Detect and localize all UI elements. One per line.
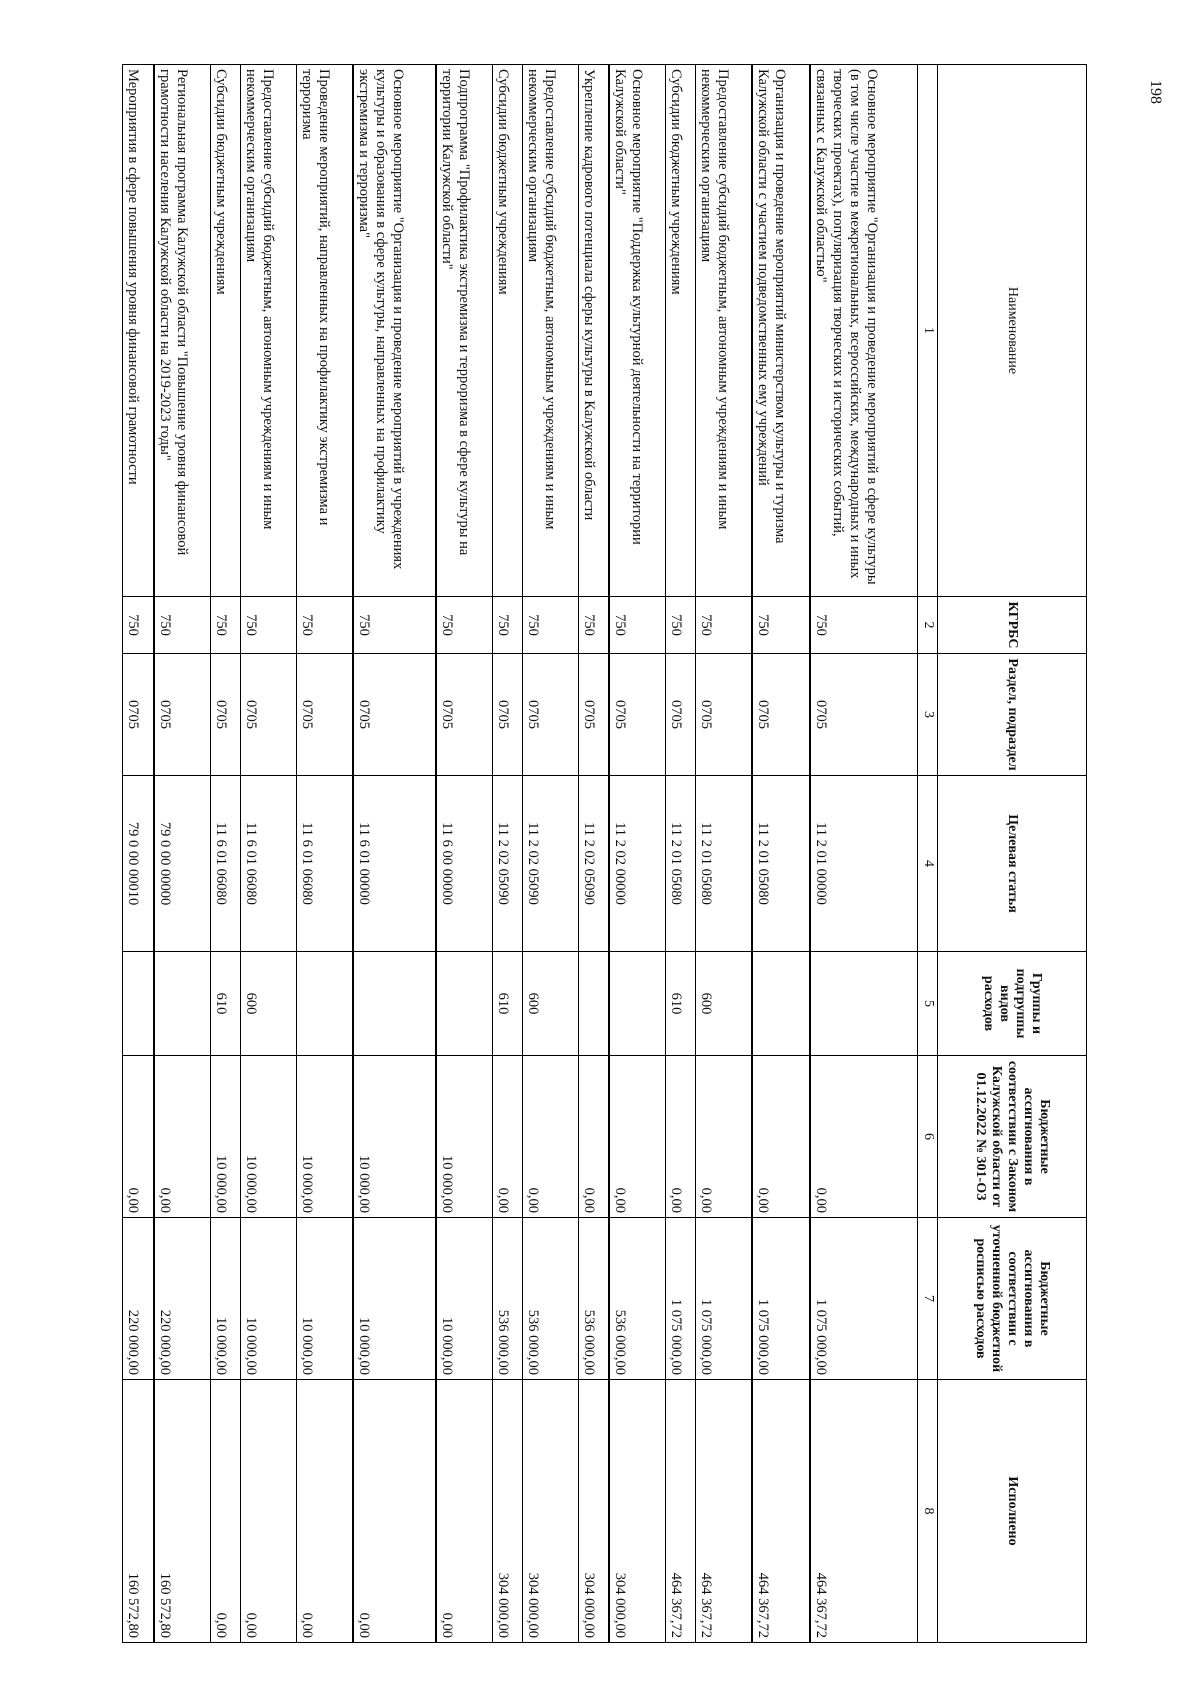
row-name: Основное мероприятие "Организация и проведение мероприятий в сфере культуры (в том числе участие в межрегиональных, всероссийских, международных и иных творческих проектах), популяризация творческих и исторических событий, связанных с Калужской областью" (810, 65, 918, 597)
row-name: Предоставление субсидий бюджетным, автономным учреждениям и иным некоммерческим организациям (522, 65, 578, 597)
table-row (436, 65, 493, 1643)
row-section: 0705 (436, 654, 493, 776)
table-row (752, 65, 809, 1643)
row-budget-refined: 10 000,00 (436, 1218, 493, 1380)
row-group (578, 952, 609, 1056)
row-name: Субсидии бюджетным учреждениям (492, 65, 522, 597)
row-target: 11 2 01 05080 (666, 776, 696, 952)
row-group (296, 952, 353, 1056)
header-name: Наименование (938, 65, 1087, 597)
row-kgrbs: 750 (296, 597, 353, 654)
table-row (609, 65, 666, 1643)
row-executed: 0,00 (436, 1380, 493, 1643)
row-executed: 0,00 (240, 1380, 296, 1643)
column-number: 1 (918, 65, 938, 597)
row-kgrbs: 750 (522, 597, 578, 654)
row-budget-law: 0,00 (123, 1056, 154, 1218)
row-target: 11 6 01 00000 (353, 776, 436, 952)
table-row (696, 65, 753, 1643)
row-budget-law: 10 000,00 (296, 1056, 353, 1218)
row-group: 610 (210, 952, 240, 1056)
row-target: 11 2 02 00000 (609, 776, 666, 952)
table-row (666, 65, 696, 1643)
table-row (578, 65, 609, 1643)
row-group (810, 952, 918, 1056)
row-target: 79 0 00 00000 (154, 776, 211, 952)
row-target: 11 2 02 05090 (578, 776, 609, 952)
row-kgrbs: 750 (436, 597, 493, 654)
table-row (296, 65, 353, 1643)
row-budget-law: 0,00 (578, 1056, 609, 1218)
header-kgrbs: КГРБС (938, 597, 1087, 654)
row-kgrbs: 750 (609, 597, 666, 654)
row-kgrbs: 750 (123, 597, 154, 654)
row-group: 610 (492, 952, 522, 1056)
row-section: 0705 (609, 654, 666, 776)
row-section: 0705 (296, 654, 353, 776)
column-number: 4 (918, 776, 938, 952)
row-name: Проведение мероприятий, направленных на профилактику экстремизма и терроризма (296, 65, 353, 597)
row-target: 11 2 02 05090 (492, 776, 522, 952)
row-budget-law: 10 000,00 (210, 1056, 240, 1218)
row-section: 0705 (752, 654, 809, 776)
table-row (210, 65, 240, 1643)
row-budget-law: 10 000,00 (436, 1056, 493, 1218)
header-section: Раздел, подраздел (938, 654, 1087, 776)
row-target: 11 6 01 06080 (210, 776, 240, 952)
row-kgrbs: 750 (578, 597, 609, 654)
row-section: 0705 (154, 654, 211, 776)
row-executed: 464 367,72 (810, 1380, 918, 1643)
row-budget-refined: 1 075 000,00 (666, 1218, 696, 1380)
column-number: 7 (918, 1218, 938, 1380)
row-budget-refined: 536 000,00 (578, 1218, 609, 1380)
row-target: 11 2 01 00000 (810, 776, 918, 952)
row-name: Мероприятия в сфере повышения уровня финансовой грамотности (123, 65, 154, 597)
rotated-table-container (122, 64, 1087, 1642)
table-row (810, 65, 918, 1643)
row-executed: 304 000,00 (609, 1380, 666, 1643)
row-target: 11 6 01 06080 (240, 776, 296, 952)
row-group (436, 952, 493, 1056)
table-row (353, 65, 436, 1643)
row-group (609, 952, 666, 1056)
row-group (154, 952, 211, 1056)
table-row (240, 65, 296, 1643)
header-budget-law: Бюджетные ассигнования в соответствии с Законом Калужской области от 01.12.2022 № 301-ОЗ (938, 1056, 1087, 1218)
row-budget-law: 10 000,00 (353, 1056, 436, 1218)
header-target: Целевая статья (938, 776, 1087, 952)
row-executed: 304 000,00 (492, 1380, 522, 1643)
row-executed: 464 367,72 (696, 1380, 753, 1643)
row-budget-refined: 10 000,00 (353, 1218, 436, 1380)
column-number: 6 (918, 1056, 938, 1218)
row-group (123, 952, 154, 1056)
row-group: 600 (522, 952, 578, 1056)
row-budget-law: 0,00 (696, 1056, 753, 1218)
row-kgrbs: 750 (492, 597, 522, 654)
row-budget-law: 0,00 (609, 1056, 666, 1218)
row-section: 0705 (492, 654, 522, 776)
row-name: Субсидии бюджетным учреждениям (210, 65, 240, 597)
row-name: Подпрограмма "Профилактика экстремизма и терроризма в сфере культуры на территории Калужской области" (436, 65, 493, 597)
row-budget-refined: 10 000,00 (210, 1218, 240, 1380)
row-executed: 0,00 (353, 1380, 436, 1643)
row-name: Предоставление субсидий бюджетным, автономным учреждениям и иным некоммерческим организациям (240, 65, 296, 597)
row-section: 0705 (810, 654, 918, 776)
row-group (752, 952, 809, 1056)
row-kgrbs: 750 (240, 597, 296, 654)
column-number: 2 (918, 597, 938, 654)
row-budget-refined: 1 075 000,00 (810, 1218, 918, 1380)
row-kgrbs: 750 (154, 597, 211, 654)
row-section: 0705 (240, 654, 296, 776)
budget-table (122, 64, 1087, 1643)
row-group: 600 (696, 952, 753, 1056)
header-executed: Исполнено (938, 1380, 1087, 1643)
table-row (123, 65, 154, 1643)
row-section: 0705 (522, 654, 578, 776)
row-executed: 0,00 (296, 1380, 353, 1643)
row-executed: 304 000,00 (578, 1380, 609, 1643)
row-target: 11 6 01 06080 (296, 776, 353, 952)
row-kgrbs: 750 (810, 597, 918, 654)
row-budget-law: 0,00 (522, 1056, 578, 1218)
header-budget-refined: Бюджетные ассигнования в соответствии с уточненной бюджетной росписью расходов (938, 1218, 1087, 1380)
row-target: 11 2 01 05080 (696, 776, 753, 952)
table-row (492, 65, 522, 1643)
row-section: 0705 (210, 654, 240, 776)
row-name: Организация и проведение мероприятий министерством культуры и туризма Калужской области с участием подведомственных ему учреждений (752, 65, 809, 597)
row-name: Субсидии бюджетным учреждениям (666, 65, 696, 597)
row-section: 0705 (353, 654, 436, 776)
row-kgrbs: 750 (210, 597, 240, 654)
row-name: Основное мероприятие "Поддержка культурной деятельности на территории Калужской области" (609, 65, 666, 597)
row-group (353, 952, 436, 1056)
row-name: Предоставление субсидий бюджетным, автономным учреждениям и иным некоммерческим организациям (696, 65, 753, 597)
row-executed: 160 572,80 (154, 1380, 211, 1643)
page-number: 198 (1147, 80, 1164, 104)
column-number: 3 (918, 654, 938, 776)
row-budget-law: 0,00 (666, 1056, 696, 1218)
row-executed: 464 367,72 (752, 1380, 809, 1643)
row-executed: 0,00 (210, 1380, 240, 1643)
row-budget-law: 0,00 (810, 1056, 918, 1218)
row-budget-refined: 220 000,00 (154, 1218, 211, 1380)
row-name: Укрепление кадрового потенциала сферы культуры в Калужской области (578, 65, 609, 597)
row-target: 11 2 02 05090 (522, 776, 578, 952)
row-target: 11 2 01 05080 (752, 776, 809, 952)
row-budget-refined: 536 000,00 (492, 1218, 522, 1380)
row-kgrbs: 750 (666, 597, 696, 654)
row-kgrbs: 750 (696, 597, 753, 654)
row-target: 79 0 00 00010 (123, 776, 154, 952)
header-groups: Группы и подгруппы видов расходов (938, 952, 1087, 1056)
row-target: 11 6 00 00000 (436, 776, 493, 952)
row-section: 0705 (123, 654, 154, 776)
row-kgrbs: 750 (752, 597, 809, 654)
row-executed: 304 000,00 (522, 1380, 578, 1643)
table-row (154, 65, 211, 1643)
row-name: Основное мероприятие "Организация и проведение мероприятий в учреждениях культуры и образования в сфере культуры, направленных на профилактику экстремизма и терроризма" (353, 65, 436, 597)
row-executed: 160 572,80 (123, 1380, 154, 1643)
row-budget-law: 10 000,00 (240, 1056, 296, 1218)
row-budget-refined: 10 000,00 (240, 1218, 296, 1380)
row-budget-refined: 536 000,00 (609, 1218, 666, 1380)
column-number: 8 (918, 1380, 938, 1643)
row-budget-law: 0,00 (492, 1056, 522, 1218)
row-section: 0705 (578, 654, 609, 776)
row-budget-refined: 220 000,00 (123, 1218, 154, 1380)
row-name: Региональная программа Калужской области "Повышение уровня финансовой грамотности населения Калужской области на 2019-2023 годы" (154, 65, 211, 597)
row-group: 610 (666, 952, 696, 1056)
table-row (522, 65, 578, 1643)
row-kgrbs: 750 (353, 597, 436, 654)
table-body (123, 65, 918, 1643)
row-section: 0705 (666, 654, 696, 776)
row-budget-law: 0,00 (752, 1056, 809, 1218)
column-number: 5 (918, 952, 938, 1056)
row-budget-refined: 1 075 000,00 (696, 1218, 753, 1380)
row-budget-refined: 1 075 000,00 (752, 1218, 809, 1380)
row-budget-refined: 536 000,00 (522, 1218, 578, 1380)
row-group: 600 (240, 952, 296, 1056)
row-section: 0705 (696, 654, 753, 776)
row-executed: 464 367,72 (666, 1380, 696, 1643)
row-budget-refined: 10 000,00 (296, 1218, 353, 1380)
row-budget-law: 0,00 (154, 1056, 211, 1218)
